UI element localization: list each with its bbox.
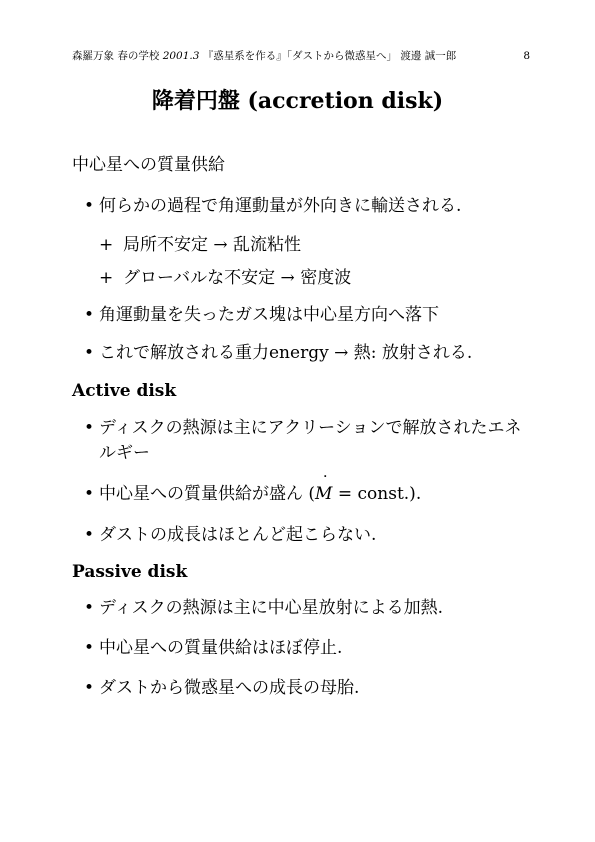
formula-rest: = const.). [332,484,422,504]
header-year: 2001.3 [162,50,200,62]
bullet-item [84,194,534,219]
bullet-item [84,482,534,507]
bullet-icon: • [84,343,95,363]
bullet-icon: • [84,638,95,658]
bullet-icon: • [84,525,95,545]
page-number: 8 [523,50,530,62]
sub-item-text: グローバルな不安定 → 密度波 [123,268,352,288]
bullet-icon: • [84,598,95,618]
bullet-text: 中心星への質量供給が盛ん [99,484,303,504]
bullet-icon: • [84,418,95,438]
bullet-item [84,303,534,328]
section-heading-active-disk: Active disk [72,381,177,401]
bullet-item [84,523,534,548]
section-heading-mass-supply: 中心星への質量供給 [72,155,225,175]
bullet-text: 角運動量を失ったガス塊は中心星方向へ落下 [99,305,439,325]
bullet-text: ディスクの熱源は主にアクリーションで解放されたエネルギー [99,418,522,463]
bullet-text: これで解放される重力energy → 熱: 放射される. [99,343,473,363]
page-title: 降着円盤 (accretion disk) [151,88,444,114]
bullet-icon: • [84,678,95,698]
bullet-item [84,341,534,366]
bullet-icon: • [84,305,95,325]
bullet-item [84,676,534,701]
sub-item [99,234,301,256]
running-header [72,49,530,63]
sub-item-text: 局所不安定 → 乱流粘性 [123,235,302,255]
bullet-item [84,636,534,661]
sub-item [99,267,351,289]
header-left: 森羅万象 春の学校 [72,50,160,62]
bullet-text: 中心星への質量供給はほぼ停止. [99,638,343,658]
mass-accretion-rate-symbol: ˙ M [315,482,332,507]
bullet-text: ダストから微惑星への成長の母胎. [99,678,360,698]
header-course: 『惑星系を作る』「ダストから微惑星へ」 [202,50,398,62]
bullet-item [84,416,534,466]
plus-marker: + [99,268,114,288]
bullet-text: ディスクの熱源は主に中心星放射による加熱. [99,598,444,618]
plus-marker: + [99,235,114,255]
bullet-item [84,596,534,621]
bullet-text: 何らかの過程で角運動量が外向きに輸送される. [99,196,462,216]
bullet-icon: • [84,484,95,504]
bullet-text: ダストの成長はほとんど起こらない. [99,525,377,545]
header-author: 渡邊 誠一郎 [400,50,457,62]
formula-open: ( [308,484,316,504]
bullet-icon: • [84,196,95,216]
section-heading-passive-disk: Passive disk [72,562,188,582]
